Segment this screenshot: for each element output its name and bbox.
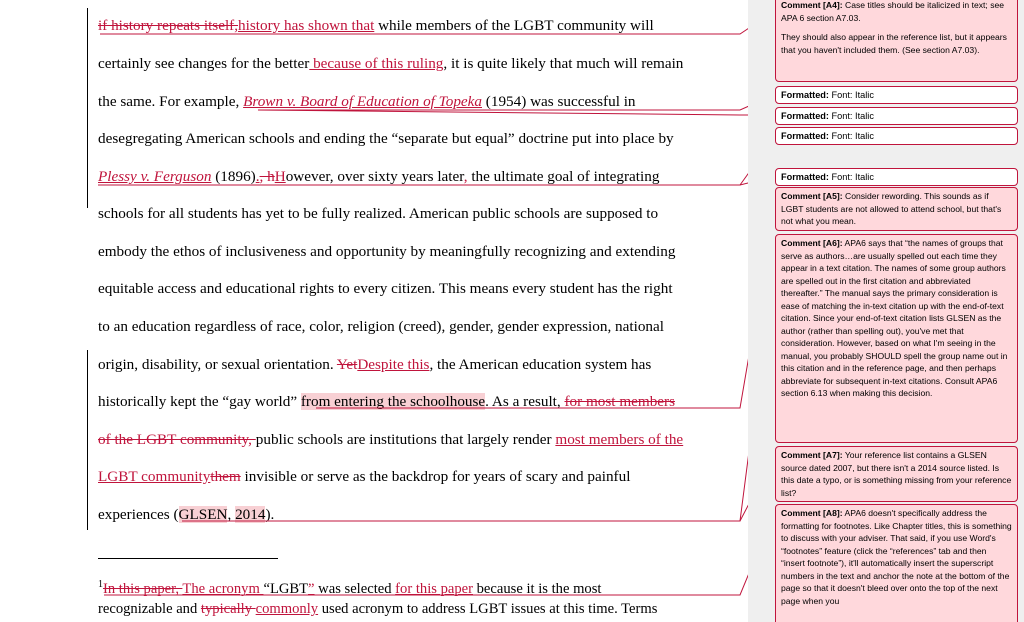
connector-line — [316, 198, 776, 408]
text-run: to an education regardless of race, color, religion (creed), gender, gender expression, national — [98, 318, 664, 335]
text-run: equitable access and educational rights to every citizen. This means every student has the right — [98, 280, 673, 297]
comment-text: They should also appear in the reference list, but it appears that you haven't included them. (See section A7.03). — [781, 32, 1007, 55]
deleted-text: , h — [259, 168, 275, 185]
comment-balloon[interactable] — [775, 187, 1018, 231]
comment-balloon[interactable] — [775, 234, 1018, 443]
text-run: while members of the LGBT community will — [374, 17, 654, 34]
text-run: the ultimate goal of integrating — [467, 168, 660, 185]
text-run: embody the ethos of inclusiveness and opportunity by meaningfully recognizing and extending — [98, 243, 676, 260]
inserted-text: The acronym — [182, 581, 264, 597]
inserted-text: most members of the — [555, 431, 684, 448]
comment-text: Your reference list contains a GLSEN source dated 2007, but there isn't a 2014 source listed. Is this date a typo, or is something missing from your reference list? — [781, 450, 1012, 498]
text-run: , — [227, 506, 236, 523]
comment-text: Font: Italic — [828, 111, 874, 121]
formatted-balloon[interactable] — [775, 168, 1018, 186]
comment-label: Comment [A5]: — [781, 191, 843, 201]
connector-line — [98, 135, 776, 185]
text-run: , it is quite likely that much will remain — [443, 55, 684, 72]
text-run: LGBT — [269, 581, 309, 597]
text-run: because it is the most — [472, 581, 602, 597]
text-run: recognizable and — [98, 601, 201, 617]
text-run: was selected — [314, 581, 396, 597]
inserted-text: . — [255, 168, 260, 185]
comment-balloon[interactable] — [775, 504, 1018, 622]
text-run: invisible or serve as the backdrop for years of scary and painful — [240, 468, 631, 485]
commented-text: from entering the schoolhouse — [300, 393, 486, 410]
text-run: owever, over sixty years later — [285, 168, 464, 185]
comment-text: Case titles should be italicized in text; see APA 6 section A7.03. — [781, 0, 1005, 23]
comment-label: Comment [A8]: — [781, 508, 843, 518]
comment-text: Font: Italic — [828, 131, 874, 141]
comment-label: Comment [A7]: — [781, 450, 843, 460]
text-run: (1896) — [211, 168, 256, 185]
comment-text: APA6 says that “the names of groups that serve as authors…are usually spelled out each time they appear in a text citation. The names of some group authors are spelled out in the first citation and abbreviated thereafter.” The manual says the primary consideration is ease of matching the in-text citation up with the end-of-text citation. Since your end-of-text citation lists GLSEN as the author (rather than spelling out), you've met that consideration. However, based on what I'm seeing in the manual, you probably SHOULD spell the group name out in this citation and in the reference page, and then perhaps abbreviate for subsequent in-text citations. Consult APA6 section 6.13 when making this decision. — [781, 238, 1008, 398]
text-run: certainly see changes for the better — [98, 55, 310, 72]
text-run: public schools are institutions that largely render — [255, 431, 556, 448]
comment-balloon[interactable] — [775, 446, 1018, 502]
text-run: , the American education system has — [429, 356, 652, 373]
text-run: (1954) was successful in — [482, 93, 636, 110]
formatted-balloon[interactable] — [775, 127, 1018, 145]
inserted-text: for this paper — [395, 581, 473, 597]
connector-line — [258, 110, 776, 115]
text-run: schools for all students has yet to be fully realized. American public schools are supposed to — [98, 205, 659, 222]
footnote-reference: 1 — [98, 579, 103, 591]
comment-label: Formatted: — [781, 131, 829, 141]
deleted-text: In this paper, — [103, 581, 183, 597]
text-run: “ — [263, 581, 270, 597]
commented-text: 2014 — [235, 506, 266, 523]
markup-comment-pane[interactable] — [748, 0, 1024, 622]
inserted-text: history has shown that — [238, 17, 375, 34]
comment-text: Consider rewording. This sounds as if LGBT students are not allowed to attend school, but that's not what you mean. — [781, 191, 1002, 226]
inserted-text: Brown v. Board of Education of Topeka — [243, 93, 482, 110]
text-run: the same. For example, — [98, 93, 244, 110]
comment-label: Formatted: — [781, 90, 829, 100]
comment-text: Font: Italic — [828, 90, 874, 100]
deleted-text: of the LGBT community, — [98, 431, 256, 448]
text-run: historically kept the “gay world” — [98, 393, 301, 410]
text-run: experiences ( — [98, 506, 179, 523]
inserted-text: H — [274, 168, 286, 185]
connector-line — [100, 10, 776, 34]
deleted-text: if history repeats itself, — [98, 17, 239, 34]
text-run: desegregating American schools and ending the “separate but equal” doctrine put into place by — [98, 130, 674, 147]
formatted-balloon[interactable] — [775, 86, 1018, 104]
comment-balloon[interactable] — [775, 0, 1018, 82]
connector-line — [250, 452, 776, 521]
inserted-text: LGBT community — [98, 468, 211, 485]
connector-line — [98, 176, 776, 185]
inserted-text: Despite this — [357, 356, 430, 373]
inserted-text: , — [463, 168, 468, 185]
comment-label: Formatted: — [781, 172, 829, 182]
deleted-text: for most members — [564, 393, 675, 410]
comment-text: APA6 doesn't specifically address the formatting for footnotes. Like Chapter titles, this is something to discuss with your adviser. That said, if you use Word's “footnotes” feature (click the “references” tab and then “insert footnote”), it'll automatically insert the superscript numbers in the text and anchor the note at the bottom of the page so that it doesn't bleed over onto the top of the next page when you — [781, 508, 1012, 606]
text-run: ). — [265, 506, 275, 523]
text-run: . As a result, — [485, 393, 565, 410]
text-run: used acronym to address LGBT issues at this time. Terms — [318, 601, 658, 617]
text-run: origin, disability, or sexual orientation. — [98, 356, 337, 373]
comment-label: Formatted: — [781, 111, 829, 121]
commented-text: GLSEN — [178, 506, 228, 523]
comment-label: Comment [A4]: — [781, 0, 843, 10]
inserted-text: ” — [308, 581, 315, 597]
comment-label: Comment [A6]: — [781, 238, 843, 248]
deleted-text: Yet — [336, 356, 358, 373]
connector-line — [182, 243, 776, 521]
inserted-text: because of this ruling — [309, 55, 444, 72]
deleted-text: them — [210, 468, 241, 485]
formatted-balloon[interactable] — [775, 107, 1018, 125]
connector-line — [258, 94, 776, 110]
comment-text: Font: Italic — [828, 172, 874, 182]
inserted-text: commonly — [255, 601, 319, 617]
deleted-text: typically — [200, 601, 256, 617]
inserted-text: Plessy v. Ferguson — [98, 168, 212, 185]
